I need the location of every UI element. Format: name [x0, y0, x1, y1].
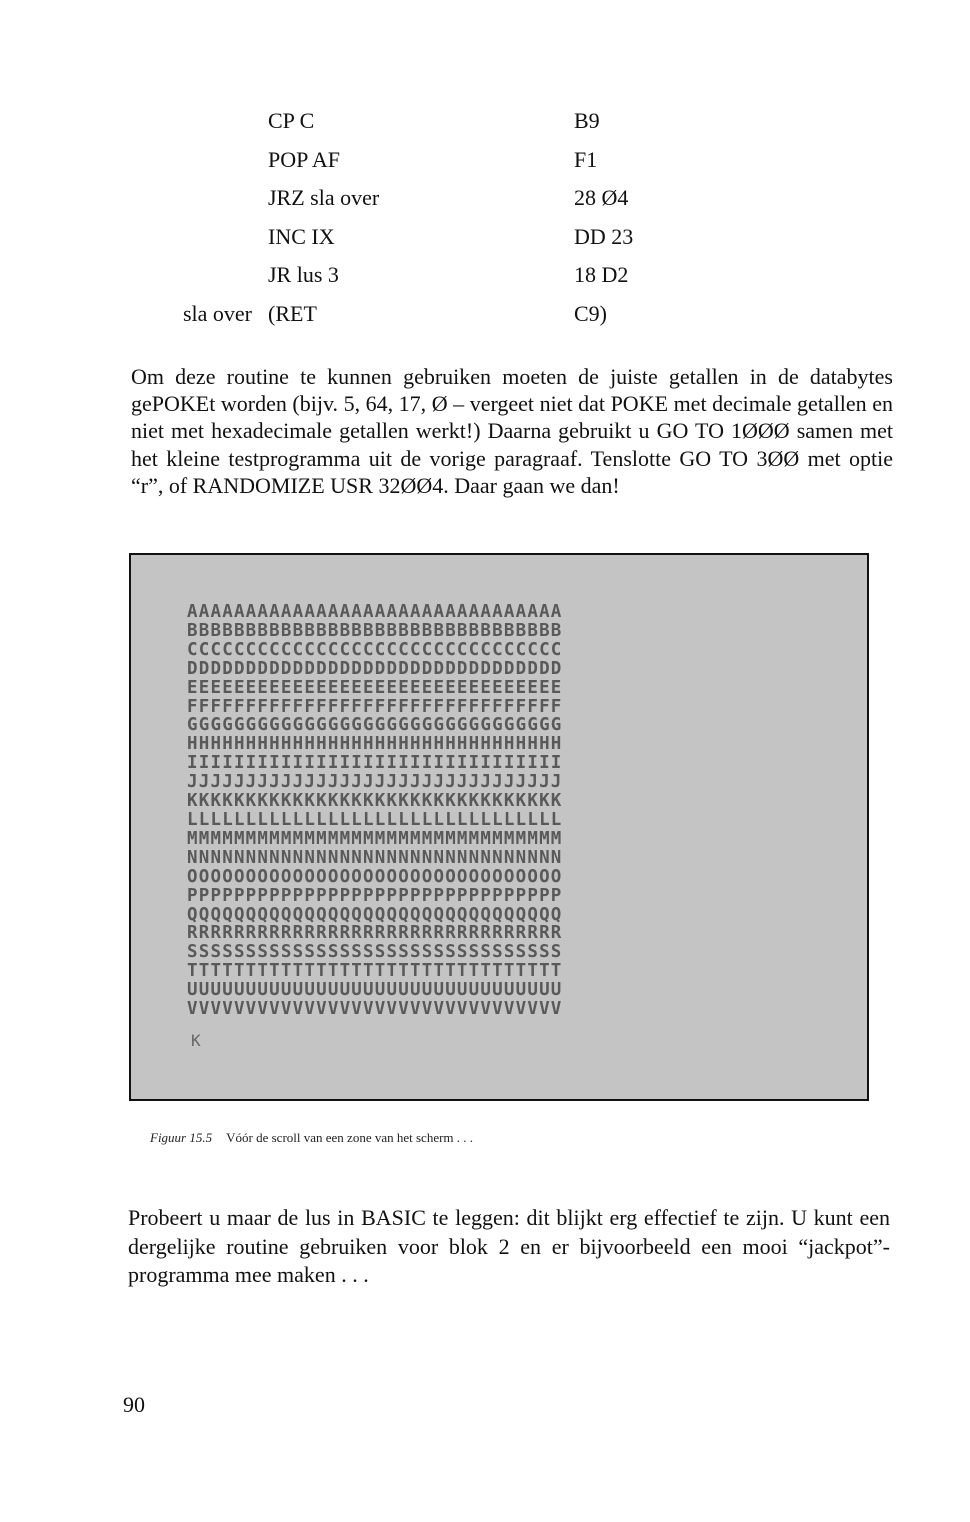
grid-row: HHHHHHHHHHHHHHHHHHHHHHHHHHHHHHHH: [187, 734, 563, 755]
grid-row: RRRRRRRRRRRRRRRRRRRRRRRRRRRRRRRR: [187, 923, 563, 944]
code-listing: [0, 108, 970, 339]
code-label: sla over: [182, 300, 252, 326]
code-hex: C9): [574, 300, 607, 326]
caption-text: Vóór de scroll van een zone van het scherm . . .: [226, 1130, 474, 1145]
body-paragraph-2: Probeert u maar de lus in BASIC te leggen: dit blijkt erg effectief te zijn. U kunt een dergelijke routine gebruiken voor blok 2 en er bijvoorbeeld een mooi “jackpot”-programma mee maken . . .: [128, 1205, 890, 1287]
page-number: 90: [123, 1392, 145, 1417]
grid-row: UUUUUUUUUUUUUUUUUUUUUUUUUUUUUUUU: [187, 980, 563, 1001]
figure-caption: [150, 1130, 473, 1146]
grid-row: NNNNNNNNNNNNNNNNNNNNNNNNNNNNNNNN: [187, 847, 563, 868]
code-instruction: JRZ sla over: [268, 185, 380, 210]
screen-character-grid: [187, 602, 823, 1020]
code-instruction: (RET: [268, 300, 317, 326]
code-instruction: JR lus 3: [268, 262, 339, 287]
grid-row: JJJJJJJJJJJJJJJJJJJJJJJJJJJJJJJJ: [187, 772, 563, 793]
grid-row: DDDDDDDDDDDDDDDDDDDDDDDDDDDDDDDD: [187, 658, 563, 679]
grid-row: GGGGGGGGGGGGGGGGGGGGGGGGGGGGGGGG: [187, 715, 563, 736]
code-row: [0, 185, 970, 224]
grid-row: VVVVVVVVVVVVVVVVVVVVVVVVVVVVVVVV: [187, 999, 563, 1020]
grid-row: MMMMMMMMMMMMMMMMMMMMMMMMMMMMMMMM: [187, 828, 563, 849]
grid-row: SSSSSSSSSSSSSSSSSSSSSSSSSSSSSSSS: [187, 942, 563, 963]
caption-label: Figuur 15.5: [150, 1130, 213, 1145]
grid-row: CCCCCCCCCCCCCCCCCCCCCCCCCCCCCCCC: [187, 639, 563, 660]
grid-row: EEEEEEEEEEEEEEEEEEEEEEEEEEEEEEEE: [187, 677, 563, 698]
code-row: [0, 224, 970, 263]
body-paragraph-1: Om deze routine te kunnen gebruiken moeten de juiste getallen in de databytes gePOKEt worden (bijv. 5, 64, 17, Ø – vergeet niet dat POKE met decimale getallen en niet met hexadecimale getallen werkt!) Daarna gebruikt u GO TO 1ØØØ samen met het kleine testprogramma uit de vorige paragraaf. Tenslotte GO TO 3ØØ met optie “r”, of RANDOMIZE USR 32ØØ4. Daar gaan we dan!: [131, 364, 893, 498]
code-hex: B9: [574, 108, 600, 133]
grid-row: KKKKKKKKKKKKKKKKKKKKKKKKKKKKKKKK: [187, 791, 563, 812]
code-instruction: CP C: [268, 108, 315, 133]
grid-row: LLLLLLLLLLLLLLLLLLLLLLLLLLLLLLLL: [187, 809, 563, 830]
grid-row: PPPPPPPPPPPPPPPPPPPPPPPPPPPPPPPP: [187, 885, 563, 906]
grid-row: TTTTTTTTTTTTTTTTTTTTTTTTTTTTTTTT: [187, 961, 563, 982]
grid-row: FFFFFFFFFFFFFFFFFFFFFFFFFFFFFFFF: [187, 696, 563, 717]
code-hex: DD 23: [574, 223, 634, 249]
grid-row: BBBBBBBBBBBBBBBBBBBBBBBBBBBBBBBB: [187, 620, 563, 641]
code-hex: 18 D2: [574, 262, 629, 287]
grid-row: AAAAAAAAAAAAAAAAAAAAAAAAAAAAAAAA: [187, 602, 563, 622]
code-hex: F1: [574, 146, 598, 172]
code-instruction: POP AF: [268, 146, 340, 172]
figure-screenshot: [129, 553, 869, 1101]
grid-row: IIIIIIIIIIIIIIIIIIIIIIIIIIIIIIII: [187, 753, 563, 774]
code-row: [0, 301, 970, 340]
code-hex: 28 Ø4: [574, 185, 629, 210]
code-instruction: INC IX: [268, 223, 335, 249]
grid-row: QQQQQQQQQQQQQQQQQQQQQQQQQQQQQQQQ: [187, 904, 563, 925]
grid-row: OOOOOOOOOOOOOOOOOOOOOOOOOOOOOOOO: [187, 866, 563, 887]
code-row: [0, 262, 970, 301]
code-row: [0, 108, 970, 147]
screen-cursor: K: [191, 1031, 201, 1050]
code-row: [0, 147, 970, 186]
